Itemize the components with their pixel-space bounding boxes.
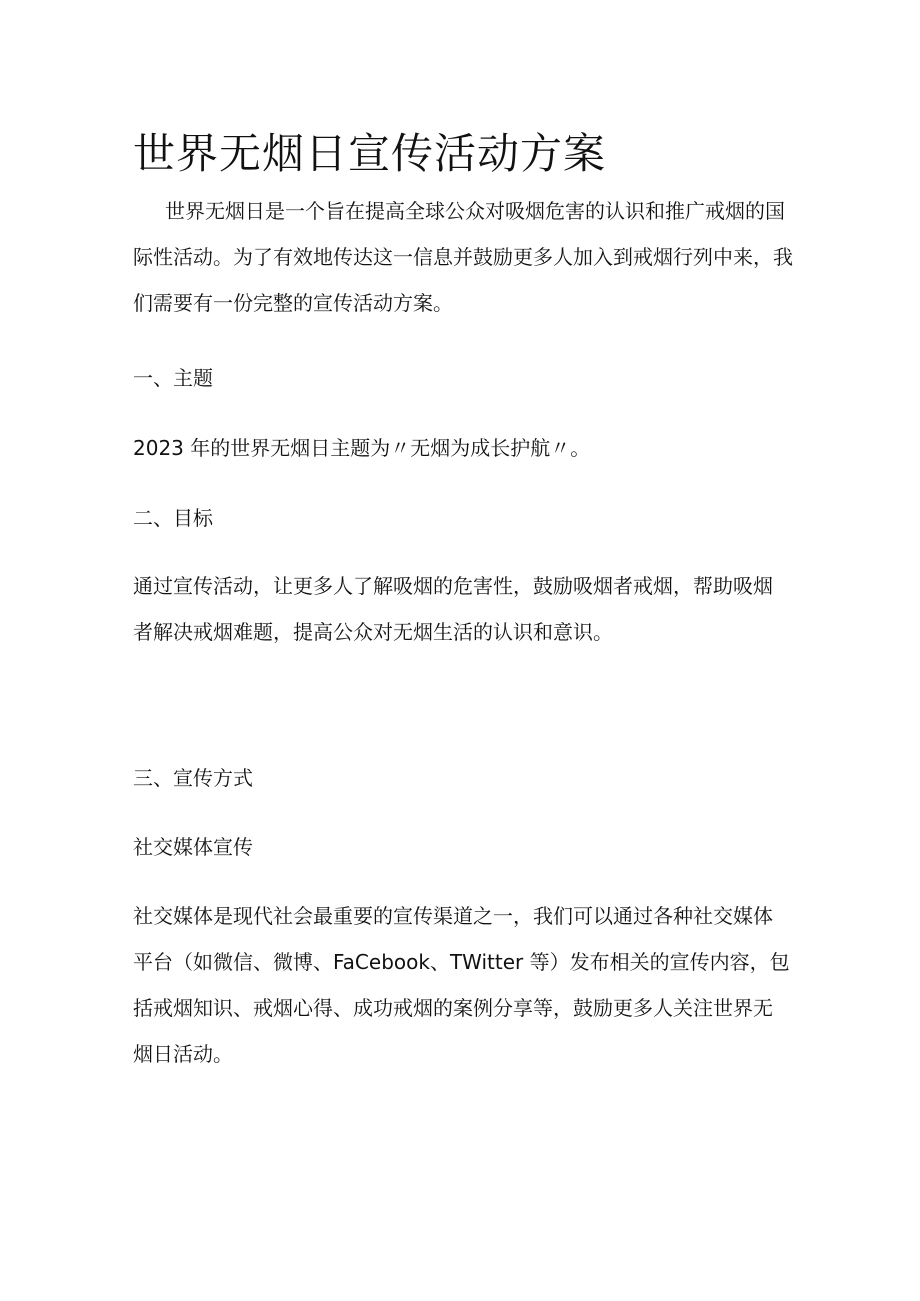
- goals-line: 通过宣传活动，让更多人了解吸烟的危害性，鼓励吸烟者戒烟，帮助吸烟: [133, 574, 773, 598]
- intro-line: 们需要有一份完整的宣传活动方案。: [133, 291, 453, 315]
- section-heading-theme: 一、主题: [133, 366, 213, 390]
- document-title: 世界无烟日宣传活动方案: [133, 129, 607, 178]
- goals-paragraph: [133, 563, 793, 655]
- social-media-line: 烟日活动。: [133, 1042, 233, 1066]
- social-media-paragraph: [133, 893, 793, 1077]
- intro-line: 世界无烟日是一个旨在提高全球公众对吸烟危害的认识和推广戒烟的国: [165, 199, 785, 223]
- theme-paragraph: [133, 425, 793, 471]
- subheading-social-media: 社交媒体宣传: [133, 835, 253, 859]
- goals-line: 者解决戒烟难题，提高公众对无烟生活的认识和意识。: [133, 620, 613, 644]
- theme-line: 2023 年的世界无烟日主题为〃无烟为成长护航〃。: [133, 436, 591, 460]
- social-media-line: 平台（如微信、微博、FaCebook、TWitter 等）发布相关的宣传内容，包: [133, 950, 790, 974]
- intro-line: 际性活动。为了有效地传达这一信息并鼓励更多人加入到戒烟行列中来，我: [133, 245, 793, 269]
- social-media-line: 括戒烟知识、戒烟心得、成功戒烟的案例分享等，鼓励更多人关注世界无: [133, 996, 773, 1020]
- social-media-line: 社交媒体是现代社会最重要的宣传渠道之一，我们可以通过各种社交媒体: [133, 904, 773, 928]
- intro-paragraph: [133, 188, 793, 326]
- section-heading-methods: 三、宣传方式: [133, 766, 253, 790]
- section-heading-goals: 二、目标: [133, 506, 213, 530]
